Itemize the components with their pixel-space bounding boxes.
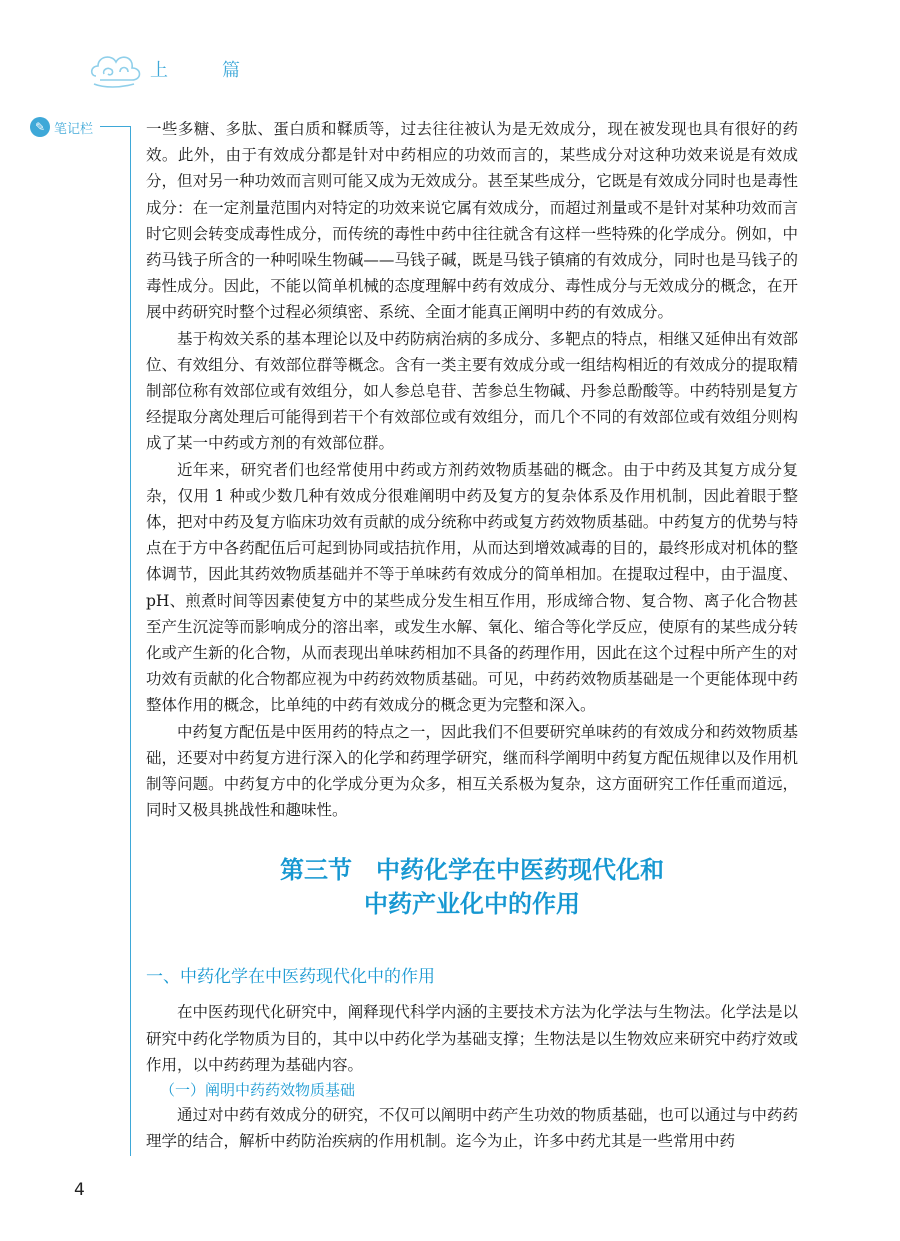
- page-header: [90, 46, 270, 94]
- page-number: 4: [74, 1180, 85, 1200]
- paragraph: 基于构效关系的基本理论以及中药防病治病的多成分、多靶点的特点，相继又延伸出有效部位、有效组分、有效部位群等概念。含有一类主要有效成分或一组结构相近的有效成分的提取精制部位称有效部位或有效组分，如人参总皂苷、苦参总生物碱、丹参总酚酸等。中药特别是复方经提取分离处理后可能得到若干个有效部位或有效组分，而几个不同的有效部位或有效组分则构成了某一中药或方剂的有效部位群。: [146, 329, 798, 453]
- paragraph: 中药复方配伍是中医用药的特点之一，因此我们不但要研究单味药的有效成分和药效物质基础，还要对中药复方进行深入的化学和药理学研究，继而科学阐明中药复方配伍规律以及作用机制等问题。中药复方中的化学成分更为众多，相互关系极为复杂，这方面研究工作任重而道远，同时又极具挑战性和趣味性。: [146, 722, 798, 820]
- subsubsection-heading: （一）阐明中药药效物质基础: [160, 1081, 356, 1100]
- section-title: [146, 853, 798, 921]
- notes-connector-line: [100, 126, 130, 127]
- paragraph: 一些多糖、多肽、蛋白质和鞣质等，过去往往被认为是无效成分，现在被发现也具有很好的药效。此外，由于有效成分都是针对中药相应的功效而言的，某些成分对这种功效来说是有效成分，但对另一种功效而言则可能又成为无效成分。甚至某些成分，它既是有效成分同时也是毒性成分：在一定剂量范围内对特定的功效来说它属有效成分，而超过剂量或不是针对某种功效而言时它则会转变成毒性成分，而传统的毒性中药中往往就含有这样一些特殊的化学成分。例如，中药马钱子所含的一种吲哚生物碱——马钱子碱，既是马钱子镇痛的有效成分，同时也是马钱子的毒性成分。因此，不能以简单机械的态度理解中药有效成分、毒性成分与无效成分的概念，在开展中药研究时整个过程必须缜密、系统、全面才能真正阐明中药的有效成分。: [146, 120, 798, 322]
- part-title: 上 篇: [150, 60, 258, 81]
- cloud-ornament-icon: [90, 46, 148, 90]
- paragraph: 在中医药现代化研究中，阐释现代科学内涵的主要技术方法为化学法与生物法。化学法是以研究中药化学物质为目的，其中以中药化学为基础支撑；生物法是以生物效应来研究中药疗效或作用，以中药药理为基础内容。: [146, 1003, 798, 1074]
- section-title-line: 第三节 中药化学在中医药现代化和: [280, 856, 664, 885]
- notes-column-tab: [30, 116, 93, 138]
- pencil-icon: ✎: [30, 117, 50, 137]
- subsection-heading: 一、中药化学在中医药现代化中的作用: [146, 967, 435, 988]
- notes-column-label: 笔记栏: [54, 121, 94, 137]
- page-content: [146, 116, 798, 1155]
- section-title-line: 中药产业化中的作用: [364, 890, 580, 919]
- margin-rule: [130, 126, 131, 1156]
- paragraph: 近年来，研究者们也经常使用中药或方剂药效物质基础的概念。由于中药及其复方成分复杂，仅用 1 种或少数几种有效成分很难阐明中药及复方的复杂体系及作用机制，因此着眼于整体，把对中药及复方临床功效有贡献的成分统称中药或复方药效物质基础。中药复方的优势与特点在于方中各药配伍后可起到协同或拮抗作用，从而达到增效减毒的目的，最终形成对机体的整体调节，因此其药效物质基础并不等于单味药有效成分的简单相加。在提取过程中，由于温度、pH、煎煮时间等因素使复方中的某些成分发生相互作用，形成缔合物、复合物、离子化合物甚至产生沉淀等而影响成分的溶出率，或发生水解、氧化、缩合等化学反应，使原有的某些成分转化或产生新的化合物，从而表现出单味药相加不具备的药理作用，因此在这个过程中所产生的对功效有贡献的化合物都应视为中药药效物质基础。可见，中药药效物质基础是一个更能体现中药整体作用的概念，比单纯的中药有效成分的概念更为完整和深入。: [146, 460, 798, 715]
- paragraph: 通过对中药有效成分的研究，不仅可以阐明中药产生功效的物质基础，也可以通过与中药药理学的结合，解析中药防治疾病的作用机制。迄今为止，许多中药尤其是一些常用中药: [146, 1106, 798, 1151]
